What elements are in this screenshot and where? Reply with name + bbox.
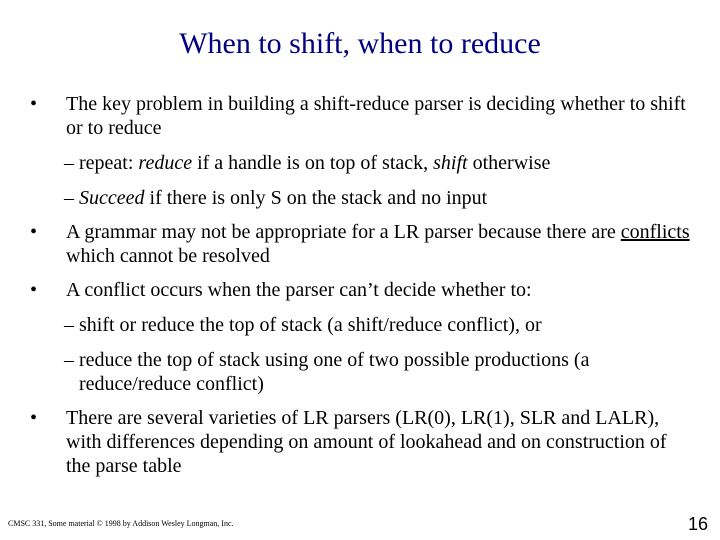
bullet-shift-reduce-problem: • The key problem in building a shift-reduce parser is deciding whether to shift or to reduce (30, 92, 690, 140)
text-segment: which cannot be resolved (66, 245, 270, 267)
text-segment: repeat: (79, 152, 139, 174)
bullet-lr-varieties: • There are several varieties of LR parsers (LR(0), LR(1), SLR and LALR), with differences depending on amount of lookahead and on construction of the parse table (30, 406, 690, 478)
italic-shift: shift (433, 152, 468, 174)
subbullet-succeed (30, 186, 690, 210)
text-segment: if a handle is on top of stack, (192, 152, 434, 174)
subbullet-repeat (30, 151, 690, 175)
bullet-grammar-conflicts (30, 220, 690, 268)
slide-title: When to shift, when to reduce (179, 27, 541, 60)
bullet-conflict-definition: • A conflict occurs when the parser can’t decide whether to: (30, 278, 690, 302)
page-number: 16 (687, 514, 708, 534)
underlined-conflicts: conflicts (620, 221, 690, 243)
slide-content (30, 92, 690, 478)
text-segment: if there is only S on the stack and no input (144, 187, 488, 209)
italic-reduce: reduce (138, 152, 193, 174)
footer-copyright: CMSC 331, Some material © 1998 by Addison Wesley Longman, Inc. (8, 519, 234, 528)
text-segment: otherwise (467, 152, 551, 174)
subbullet-reduce-reduce-conflict: – reduce the top of stack using one of two possible productions (a reduce/reduce conflict) (30, 348, 690, 396)
text-segment: A grammar may not be appropriate for a LR parser because there are (66, 221, 621, 243)
subbullet-shift-reduce-conflict: – shift or reduce the top of stack (a shift/reduce conflict), or (30, 313, 690, 337)
italic-succeed: Succeed (79, 187, 145, 209)
